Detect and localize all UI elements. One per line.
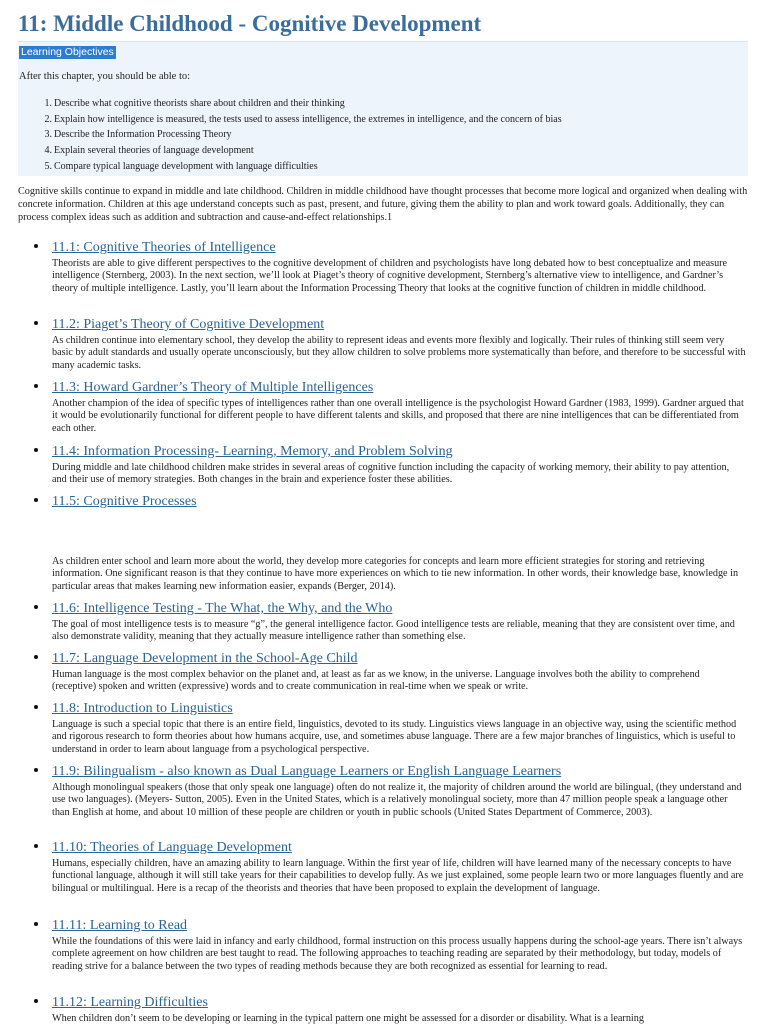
section-summary: As children enter school and learn more about the world, they develop more categories for concepts and learn more efficient strategies for storing and retrieving information. One significant reason is that they continue to have more experiences on which to tie new information. In other words, their knowledge base, knowledge in particular areas that makes learning new information easier, expands (Berger, 2014).: [52, 556, 739, 592]
bullet-icon: [34, 655, 38, 659]
section-link[interactable]: 11.4: Information Processing- Learning, Memory, and Problem Solving: [52, 444, 453, 459]
bullet-icon: [34, 844, 38, 848]
section-link[interactable]: 11.8: Introduction to Linguistics: [52, 701, 233, 716]
section-link[interactable]: 11.2: Piaget’s Theory of Cognitive Development: [52, 317, 325, 332]
objectives-list: [18, 96, 562, 175]
section-summary: When children don’t seem to be developing or learning in the typical pattern one might be assessed for a disorder or disability. What is a learning: [52, 1013, 644, 1024]
section-summary: Although monolingual speakers (those that only speak one language) often do not realize it, the majority of children around the world are bilingual, (they understand and use two languages). (Meyers- Sutton, 2005). Even in the United States, which is a relatively monolingual society, more than 47 million people speak a language other than English at home, and about 10 million of these people are children or youth in public schools (United States Department of Commerce, 2003).: [52, 782, 742, 818]
bullet-icon: [34, 768, 38, 772]
section-link[interactable]: 11.11: Learning to Read: [52, 918, 188, 933]
bullet-icon: [34, 605, 38, 609]
bullet-icon: [34, 498, 38, 502]
objective-item: [18, 127, 562, 143]
section-link[interactable]: 11.5: Cognitive Processes: [52, 494, 197, 509]
section-summary: As children continue into elementary school, they develop the ability to represent ideas and events more flexibly and logically. Their rules of thinking still seem very basic by adult standards and usually operate unconsciously, but they allow children to solve problems more systematically than before, and therefore to be successful with many academic tasks.: [52, 335, 746, 371]
section-summary: Humans, especially children, have an amazing ability to learn language. Within the first year of life, children will have learned many of the necessary concepts to have functional language, although it will still take years for their capabilities to develop fully. As we just explained, some people learn two or more languages fluently and are bilingual or multilingual. Here is a recap of the theorists and theories that have been proposed to explain the development of language.: [52, 858, 744, 894]
bullet-icon: [34, 705, 38, 709]
section-11-12: [36, 994, 746, 1024]
page-title: 11: Middle Childhood - Cognitive Development: [18, 11, 482, 36]
section-summary: Theorists are able to give different perspectives to the cognitive development of children and psychologists have long debated how to best conceptualize and measure intelligence (Sternberg, 2003). In the next section, we’ll look at Piaget’s theory of cognitive development, Sternberg’s alternative view to intelligence, and Gardner’s theory of multiple intelligence. Lastly, you’ll learn about the Information Processing Theory that looks at the cognitive function of children in middle childhood.: [52, 258, 728, 294]
section-link[interactable]: 11.7: Language Development in the School-Age Child: [52, 651, 358, 666]
objective-item: [18, 112, 562, 128]
section-11-6: [36, 600, 746, 644]
section-summary: While the foundations of this were laid in infancy and early childhood, formal instruction on this process usually happens during the school-age years. There isn’t always complete agreement on how children are best taught to read. The following approaches to teaching reading are separated by their methodology, but today, models of reading strive for a balance between the two types of reading methods because they are both recognized as essential for learning to read.: [52, 936, 743, 972]
section-11-5: [36, 493, 746, 593]
section-11-8: [36, 700, 746, 756]
section-link[interactable]: 11.12: Learning Difficulties: [52, 995, 208, 1010]
section-summary: Language is such a special topic that there is an entire field, linguistics, devoted to its study. Linguistics views language in an objective way, using the scientific method and rigorous research to form theories about how humans acquire, use, and sometimes abuse language. There are a few major branches of linguistics, which is useful to understand in order to learn about language from a psychological perspective.: [52, 719, 737, 755]
section-link[interactable]: 11.6: Intelligence Testing - The What, the Why, and the Who: [52, 601, 393, 616]
section-11-2: [36, 316, 746, 372]
bullet-icon: [34, 384, 38, 388]
objective-number: 4.: [44, 145, 52, 157]
objective-number: 1.: [44, 98, 52, 109]
section-summary: Human language is the most complex behavior on the planet and, at least as far as we know, in the universe. Language involves both the ability to comprehend (receptive) spoken and written (expressive) words and to create communication in real-time when we speak or write.: [52, 669, 700, 693]
objective-text: Describe the Information Processing Theory: [54, 129, 232, 141]
section-11-7: [36, 650, 746, 694]
objective-number: 5.: [44, 160, 52, 172]
section-link[interactable]: 11.3: Howard Gardner’s Theory of Multiple Intelligences: [52, 380, 374, 395]
section-11-11: [36, 917, 746, 973]
objective-text: Explain how intelligence is measured, the tests used to assess intelligence, the extremes in intelligence, and the concern of bias: [54, 113, 562, 125]
bullet-icon: [34, 999, 38, 1003]
section-summary: The goal of most intelligence tests is to measure “g”, the general intelligence factor. Good intelligence tests are reliable, meaning that they are consistent over time, and also demonstrate validity, meaning that they actually measure intelligence rather than something else.: [52, 619, 735, 643]
bullet-icon: [34, 244, 38, 248]
section-link[interactable]: 11.1: Cognitive Theories of Intelligence: [52, 240, 276, 255]
learning-objectives-tag: Learning Objectives: [21, 46, 114, 58]
objective-item: [18, 143, 562, 159]
bullet-icon: [34, 321, 38, 325]
objective-text: Explain several theories of language development: [54, 145, 254, 157]
section-11-3: [36, 379, 746, 435]
objective-number: 3.: [44, 129, 52, 141]
bullet-icon: [34, 922, 38, 926]
section-11-1: [36, 239, 746, 295]
learning-objectives-box: [18, 41, 748, 176]
objective-item: [18, 159, 562, 175]
section-11-10: [36, 839, 746, 895]
section-link[interactable]: 11.9: Bilingualism - also known as Dual Language Learners or English Language Learners: [52, 764, 562, 779]
objective-item: [18, 96, 562, 112]
objectives-intro: After this chapter, you should be able to:: [19, 71, 191, 82]
section-summary: Another champion of the idea of specific types of intelligences rather than one overall intelligence is the psychologist Howard Gardner (1983, 1999). Gardner argued that it would be evolutionarily functional for different people to have different talents and skills, and proposed that there are nine intelligences that can be differentiated from each other.: [52, 398, 744, 434]
bullet-icon: [34, 448, 38, 452]
objective-text: Describe what cognitive theorists share about children and their thinking: [54, 98, 345, 109]
section-link[interactable]: 11.10: Theories of Language Development: [52, 840, 292, 855]
section-11-4: [36, 443, 746, 487]
objective-text: Compare typical language development with language difficulties: [54, 160, 318, 172]
intro-paragraph: Cognitive skills continue to expand in middle and late childhood. Children in middle childhood have thought processes that become more logical and organized when dealing with concrete information. Children at this age understand concepts such as past, present, and future, giving them the ability to plan and work toward goals. Additionally, they can process complex ideas such as addition and subtraction and cause-and-effect relationships.1: [18, 186, 748, 224]
objective-number: 2.: [44, 113, 52, 125]
section-11-9: [36, 763, 746, 819]
section-summary: During middle and late childhood children make strides in several areas of cognitive function including the capacity of working memory, their ability to pay attention, and their use of memory strategies. Both changes in the brain and experience foster these abilities.: [52, 462, 730, 486]
